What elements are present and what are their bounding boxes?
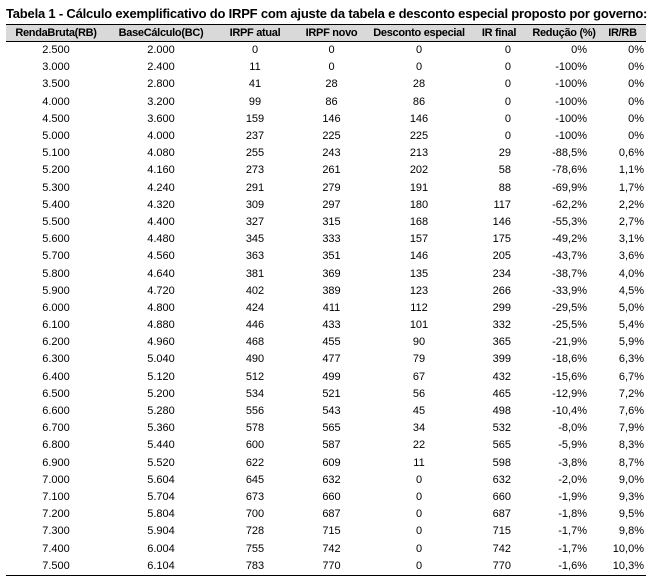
header-irpf-atual: IRPF atual — [216, 25, 294, 42]
base-calculo-cell: 5.904 — [147, 525, 175, 538]
reducao-cell: -38,7% — [552, 267, 587, 280]
renda-bruta-cell: 5.800 — [42, 267, 70, 280]
reducao-cell: -12,9% — [552, 387, 587, 400]
ir-final-cell: 0 — [504, 130, 511, 143]
irpf-novo-cell: 297 — [322, 198, 341, 211]
ir-rb-cell: 1,1% — [618, 164, 644, 177]
base-calculo-cell: 6.004 — [147, 542, 175, 555]
ir-rb-cell: 9,3% — [618, 490, 644, 503]
irpf-novo-cell: 770 — [294, 558, 369, 576]
reducao-cell: -43,7% — [552, 250, 587, 263]
ir-rb-cell: 0% — [628, 61, 644, 74]
irpf-atual-cell: 755 — [245, 542, 265, 555]
base-calculo-cell: 4.720 — [147, 284, 175, 297]
table-row — [6, 523, 646, 540]
irpf-novo-cell: 687 — [322, 508, 341, 521]
irpf-atual-cell: 99 — [248, 95, 262, 108]
ir-final-cell: 399 — [492, 353, 511, 366]
irpf-atual-cell: 645 — [245, 473, 265, 486]
ir-rb-cell: 5,4% — [618, 319, 644, 332]
ir-rb-cell: 0% — [628, 78, 644, 91]
table-row — [6, 76, 646, 93]
table-row — [6, 231, 646, 248]
ir-rb-cell: 0,6% — [618, 147, 644, 160]
desconto-especial-cell: 0 — [415, 525, 423, 538]
header-irpf-novo: IRPF novo — [294, 25, 369, 42]
renda-bruta-cell: 6.900 — [42, 456, 70, 469]
base-calculo-cell: 4.480 — [147, 233, 175, 246]
reducao-cell: -100% — [555, 95, 587, 108]
base-calculo-cell: 4.080 — [147, 147, 175, 160]
renda-bruta-cell: 5.200 — [42, 164, 70, 177]
renda-bruta-cell: 5.500 — [42, 215, 70, 228]
desconto-especial-cell: 79 — [412, 353, 426, 366]
header-desconto-especial: Desconto especial — [369, 25, 469, 42]
ir-rb-cell: 4,0% — [618, 267, 644, 280]
table-row — [6, 558, 646, 576]
base-calculo-cell: 4.640 — [147, 267, 175, 280]
irpf-novo-cell: 632 — [322, 473, 341, 486]
desconto-especial-cell: 11 — [413, 456, 425, 469]
ir-final-cell: 146 — [492, 215, 511, 228]
table-row — [6, 386, 646, 403]
renda-bruta-cell: 4.500 — [42, 112, 70, 125]
table-row — [6, 214, 646, 231]
base-calculo-cell: 5.120 — [147, 370, 175, 383]
renda-bruta-cell: 6.500 — [42, 387, 70, 400]
renda-bruta-cell: 7.300 — [42, 525, 70, 538]
desconto-especial-cell: 0 — [415, 490, 423, 503]
renda-bruta-cell: 7.500 — [6, 558, 106, 576]
base-calculo-cell: 5.360 — [147, 422, 175, 435]
irpf-atual-cell: 381 — [245, 267, 265, 280]
renda-bruta-cell: 6.000 — [42, 301, 70, 314]
ir-rb-cell: 6,7% — [618, 370, 644, 383]
ir-final-cell: 205 — [492, 250, 511, 263]
irpf-novo-cell: 225 — [322, 130, 341, 143]
ir-final-cell: 660 — [492, 490, 511, 503]
ir-final-cell: 29 — [498, 147, 511, 160]
renda-bruta-cell: 5.600 — [42, 233, 70, 246]
irpf-atual-cell: 309 — [245, 198, 265, 211]
table-row — [6, 455, 646, 472]
table-row — [6, 300, 646, 317]
irpf-atual-cell: 446 — [245, 319, 265, 332]
ir-final-cell: 117 — [493, 198, 511, 211]
renda-bruta-cell: 5.000 — [42, 130, 70, 143]
ir-rb-cell: 9,8% — [618, 525, 644, 538]
renda-bruta-cell: 5.900 — [42, 284, 70, 297]
reducao-cell: -1,9% — [558, 490, 587, 503]
table-row — [6, 420, 646, 437]
renda-bruta-cell: 6.800 — [42, 439, 70, 452]
renda-bruta-cell: 6.600 — [42, 405, 70, 418]
irpf-table — [6, 24, 646, 576]
desconto-especial-cell: 56 — [412, 387, 426, 400]
table-row — [6, 283, 646, 300]
table-row — [6, 437, 646, 454]
ir-rb-cell: 8,7% — [618, 456, 644, 469]
ir-final-cell: 58 — [498, 164, 511, 177]
reducao-cell: -2,0% — [558, 473, 587, 486]
ir-final-cell: 465 — [492, 387, 511, 400]
renda-bruta-cell: 2.500 — [42, 44, 70, 57]
irpf-novo-cell: 742 — [322, 542, 341, 555]
irpf-novo-cell: 146 — [322, 112, 341, 125]
reducao-cell: -1,7% — [558, 542, 587, 555]
irpf-atual-cell: 363 — [245, 250, 265, 263]
base-calculo-cell: 5.804 — [147, 508, 175, 521]
irpf-novo-cell: 369 — [322, 267, 341, 280]
table-row — [6, 489, 646, 506]
desconto-especial-cell: 0 — [369, 558, 469, 576]
reducao-cell: -33,9% — [552, 284, 587, 297]
reducao-cell: -29,5% — [552, 301, 587, 314]
desconto-especial-cell: 67 — [412, 370, 426, 383]
reducao-cell: -62,2% — [552, 198, 587, 211]
table-row — [6, 111, 646, 128]
document — [6, 4, 646, 576]
table-body — [6, 42, 646, 576]
ir-rb-cell: 6,3% — [618, 353, 644, 366]
ir-final-cell: 742 — [492, 542, 511, 555]
base-calculo-cell: 6.104 — [106, 558, 216, 576]
irpf-atual-cell: 345 — [245, 233, 265, 246]
table-row — [6, 334, 646, 351]
irpf-atual-cell: 402 — [245, 284, 265, 297]
desconto-especial-cell: 0 — [415, 44, 423, 57]
desconto-especial-cell: 86 — [412, 95, 426, 108]
ir-rb-cell: 2,7% — [618, 215, 644, 228]
table-row — [6, 128, 646, 145]
desconto-especial-cell: 213 — [409, 147, 429, 160]
irpf-novo-cell: 86 — [325, 95, 338, 108]
base-calculo-cell: 2.800 — [147, 78, 175, 91]
irpf-novo-cell: 609 — [322, 456, 341, 469]
ir-rb-cell: 9,0% — [618, 473, 644, 486]
irpf-novo-cell: 261 — [322, 164, 341, 177]
ir-final-cell: 0 — [504, 61, 511, 74]
ir-rb-cell: 0% — [628, 44, 644, 57]
irpf-novo-cell: 715 — [322, 525, 341, 538]
desconto-especial-cell: 157 — [409, 233, 429, 246]
desconto-especial-cell: 225 — [409, 130, 429, 143]
renda-bruta-cell: 6.100 — [42, 319, 70, 332]
renda-bruta-cell: 6.300 — [42, 353, 70, 366]
irpf-atual-cell: 255 — [245, 147, 265, 160]
irpf-atual-cell: 291 — [245, 181, 265, 194]
base-calculo-cell: 5.604 — [147, 473, 175, 486]
table-row — [6, 472, 646, 489]
base-calculo-cell: 4.960 — [147, 336, 175, 349]
irpf-atual-cell: 512 — [245, 370, 265, 383]
irpf-novo-cell: 0 — [328, 44, 335, 57]
irpf-novo-cell: 0 — [328, 61, 335, 74]
ir-final-cell: 266 — [492, 284, 511, 297]
ir-final-cell: 0 — [504, 95, 511, 108]
ir-final-cell: 532 — [492, 422, 511, 435]
reducao-cell: -78,6% — [552, 164, 587, 177]
ir-rb-cell: 0% — [628, 95, 644, 108]
base-calculo-cell: 5.520 — [147, 456, 175, 469]
ir-rb-cell: 10,3% — [599, 558, 646, 576]
ir-rb-cell: 7,9% — [618, 422, 644, 435]
desconto-especial-cell: 45 — [412, 405, 426, 418]
irpf-novo-cell: 279 — [322, 181, 341, 194]
desconto-especial-cell: 123 — [409, 284, 429, 297]
ir-final-cell: 175 — [492, 233, 511, 246]
ir-final-cell: 632 — [492, 473, 511, 486]
ir-final-cell: 687 — [492, 508, 511, 521]
desconto-especial-cell: 0 — [415, 473, 423, 486]
irpf-atual-cell: 273 — [245, 164, 265, 177]
desconto-especial-cell: 168 — [409, 215, 429, 228]
ir-rb-cell: 8,3% — [618, 439, 644, 452]
irpf-novo-cell: 243 — [322, 147, 341, 160]
reducao-cell: -100% — [555, 112, 587, 125]
reducao-cell: 0% — [571, 44, 587, 57]
irpf-novo-cell: 565 — [322, 422, 341, 435]
table-row — [6, 369, 646, 386]
irpf-atual-cell: 556 — [245, 405, 265, 418]
base-calculo-cell: 2.000 — [147, 44, 175, 57]
base-calculo-cell: 4.400 — [147, 215, 175, 228]
irpf-atual-cell: 728 — [245, 525, 265, 538]
irpf-atual-cell: 159 — [245, 112, 265, 125]
ir-final-cell: 0 — [504, 78, 511, 91]
table-row — [6, 162, 646, 179]
desconto-especial-cell: 0 — [415, 542, 423, 555]
table-row — [6, 94, 646, 111]
irpf-atual-cell: 41 — [248, 78, 262, 91]
renda-bruta-cell: 5.100 — [42, 147, 70, 160]
reducao-cell: -5,9% — [558, 439, 587, 452]
irpf-atual-cell: 490 — [245, 353, 265, 366]
irpf-novo-cell: 499 — [322, 370, 341, 383]
base-calculo-cell: 3.200 — [147, 95, 175, 108]
table-row — [6, 540, 646, 557]
ir-final-cell: 234 — [492, 267, 511, 280]
renda-bruta-cell: 5.400 — [42, 198, 70, 211]
desconto-especial-cell: 34 — [412, 422, 426, 435]
base-calculo-cell: 5.200 — [147, 387, 175, 400]
renda-bruta-cell: 6.200 — [42, 336, 70, 349]
base-calculo-cell: 4.880 — [147, 319, 175, 332]
reducao-cell: -55,3% — [552, 215, 587, 228]
base-calculo-cell: 4.160 — [147, 164, 175, 177]
ir-rb-cell: 7,2% — [618, 387, 644, 400]
ir-rb-cell: 0% — [628, 112, 644, 125]
renda-bruta-cell: 5.700 — [42, 250, 70, 263]
desconto-especial-cell: 0 — [415, 61, 423, 74]
renda-bruta-cell: 7.000 — [42, 473, 70, 486]
irpf-novo-cell: 28 — [325, 78, 338, 91]
base-calculo-cell: 4.000 — [147, 130, 175, 143]
table-row — [6, 403, 646, 420]
reducao-cell: -15,6% — [552, 370, 587, 383]
table-row — [6, 506, 646, 523]
base-calculo-cell: 4.560 — [147, 250, 175, 263]
irpf-novo-cell: 333 — [322, 233, 341, 246]
header-base-calculo: BaseCálculo(BC) — [106, 25, 216, 42]
desconto-especial-cell: 28 — [412, 78, 426, 91]
irpf-atual-cell: 468 — [245, 336, 265, 349]
desconto-especial-cell: 101 — [409, 319, 429, 332]
table-row — [6, 351, 646, 368]
ir-final-cell: 365 — [492, 336, 511, 349]
base-calculo-cell: 5.280 — [147, 405, 175, 418]
table-row — [6, 248, 646, 265]
base-calculo-cell: 2.400 — [147, 61, 175, 74]
ir-rb-cell: 3,6% — [618, 250, 644, 263]
reducao-cell: -3,8% — [558, 456, 587, 469]
base-calculo-cell: 5.440 — [147, 439, 175, 452]
desconto-especial-cell: 146 — [409, 112, 429, 125]
ir-rb-cell: 5,0% — [618, 301, 644, 314]
table-row — [6, 265, 646, 282]
renda-bruta-cell: 3.000 — [42, 61, 70, 74]
irpf-novo-cell: 521 — [322, 387, 341, 400]
header-reducao: Redução (%) — [529, 25, 599, 42]
renda-bruta-cell: 6.400 — [42, 370, 70, 383]
ir-final-cell: 770 — [469, 558, 529, 576]
table-row — [6, 317, 646, 334]
base-calculo-cell: 4.240 — [147, 181, 175, 194]
table-title: Tabela 1 - Cálculo exemplificativo do IRPF com ajuste da tabela e desconto especial proposto por governo: — [6, 6, 648, 21]
reducao-cell: -100% — [555, 61, 587, 74]
header-renda-bruta: RendaBruta(RB) — [6, 25, 106, 42]
irpf-atual-cell: 534 — [245, 387, 265, 400]
reducao-cell: -1,8% — [558, 508, 587, 521]
irpf-novo-cell: 351 — [322, 250, 341, 263]
renda-bruta-cell: 7.100 — [42, 490, 70, 503]
irpf-atual-cell: 424 — [245, 301, 265, 314]
ir-final-cell: 0 — [504, 44, 511, 57]
irpf-atual-cell: 0 — [251, 44, 259, 57]
desconto-especial-cell: 90 — [412, 336, 426, 349]
ir-final-cell: 498 — [492, 405, 511, 418]
irpf-novo-cell: 315 — [322, 215, 341, 228]
ir-final-cell: 88 — [498, 181, 511, 194]
ir-rb-cell: 3,1% — [618, 233, 644, 246]
irpf-atual-cell: 578 — [245, 422, 265, 435]
ir-final-cell: 598 — [492, 456, 511, 469]
irpf-novo-cell: 477 — [322, 353, 341, 366]
table-row — [6, 59, 646, 76]
renda-bruta-cell: 6.700 — [42, 422, 70, 435]
irpf-novo-cell: 660 — [322, 490, 341, 503]
irpf-atual-cell: 237 — [245, 130, 265, 143]
desconto-especial-cell: 202 — [409, 164, 429, 177]
irpf-atual-cell: 673 — [245, 490, 265, 503]
irpf-atual-cell: 11 — [249, 61, 261, 74]
ir-final-cell: 0 — [504, 112, 511, 125]
reducao-cell: -25,5% — [552, 319, 587, 332]
base-calculo-cell: 5.704 — [147, 490, 175, 503]
base-calculo-cell: 5.040 — [147, 353, 175, 366]
desconto-especial-cell: 112 — [410, 301, 428, 314]
reducao-cell: -88,5% — [552, 147, 587, 160]
ir-rb-cell: 4,5% — [618, 284, 644, 297]
reducao-cell: -10,4% — [552, 405, 587, 418]
ir-final-cell: 299 — [492, 301, 511, 314]
renda-bruta-cell: 4.000 — [42, 95, 70, 108]
irpf-atual-cell: 327 — [245, 215, 265, 228]
desconto-especial-cell: 146 — [409, 250, 429, 263]
reducao-cell: -100% — [555, 78, 587, 91]
irpf-novo-cell: 543 — [322, 405, 341, 418]
irpf-novo-cell: 587 — [322, 439, 341, 452]
table-row — [6, 180, 646, 197]
ir-rb-cell: 2,2% — [618, 198, 644, 211]
header-ir-final: IR final — [469, 25, 529, 42]
ir-final-cell: 715 — [492, 525, 511, 538]
header-row — [6, 25, 646, 42]
renda-bruta-cell: 5.300 — [42, 181, 70, 194]
reducao-cell: -100% — [555, 130, 587, 143]
irpf-atual-cell: 700 — [245, 508, 265, 521]
reducao-cell: -8,0% — [558, 422, 587, 435]
renda-bruta-cell: 3.500 — [42, 78, 70, 91]
ir-rb-cell: 9,5% — [618, 508, 644, 521]
ir-rb-cell: 10,0% — [612, 542, 644, 555]
desconto-especial-cell: 191 — [409, 181, 429, 194]
ir-final-cell: 332 — [492, 319, 511, 332]
base-calculo-cell: 4.800 — [147, 301, 175, 314]
irpf-atual-cell: 600 — [245, 439, 265, 452]
base-calculo-cell: 3.600 — [147, 112, 175, 125]
ir-rb-cell: 1,7% — [618, 181, 644, 194]
ir-final-cell: 565 — [492, 439, 511, 452]
table-row — [6, 145, 646, 162]
irpf-novo-cell: 455 — [322, 336, 341, 349]
table-row — [6, 197, 646, 214]
reducao-cell: -21,9% — [552, 336, 587, 349]
irpf-novo-cell: 411 — [322, 301, 341, 314]
reducao-cell: -18,6% — [552, 353, 587, 366]
irpf-atual-cell: 622 — [245, 456, 265, 469]
reducao-cell: -69,9% — [552, 181, 587, 194]
desconto-especial-cell: 180 — [409, 198, 429, 211]
reducao-cell: -1,7% — [558, 525, 587, 538]
reducao-cell: -1,6% — [529, 558, 599, 576]
renda-bruta-cell: 7.200 — [42, 508, 70, 521]
base-calculo-cell: 4.320 — [147, 198, 175, 211]
desconto-especial-cell: 0 — [415, 508, 423, 521]
renda-bruta-cell: 7.400 — [42, 542, 70, 555]
ir-rb-cell: 0% — [628, 130, 644, 143]
irpf-atual-cell: 783 — [216, 558, 294, 576]
desconto-especial-cell: 135 — [409, 267, 429, 280]
ir-final-cell: 432 — [492, 370, 511, 383]
irpf-novo-cell: 433 — [322, 319, 341, 332]
header-ir-rb: IR/RB — [599, 25, 646, 42]
reducao-cell: -49,2% — [552, 233, 587, 246]
ir-rb-cell: 7,6% — [618, 405, 644, 418]
table-row — [6, 42, 646, 60]
irpf-novo-cell: 389 — [322, 284, 341, 297]
desconto-especial-cell: 22 — [412, 439, 426, 452]
ir-rb-cell: 5,9% — [618, 336, 644, 349]
